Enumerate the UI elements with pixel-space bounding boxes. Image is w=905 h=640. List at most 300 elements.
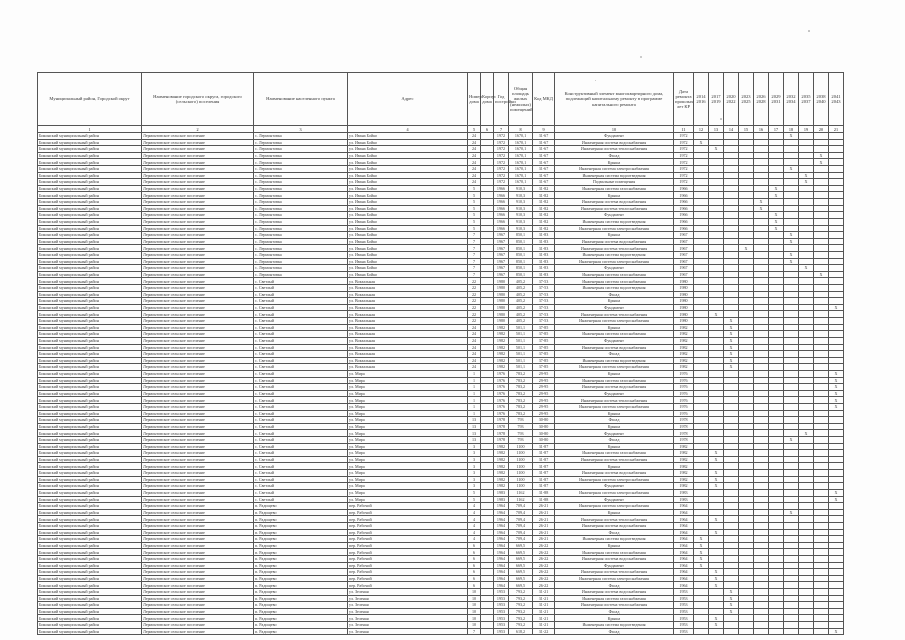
table-row: [38, 529, 844, 536]
area-cell: 793: [509, 430, 533, 437]
column-number: 6: [481, 126, 494, 133]
work-type-cell: Инженерная система теплоснабжения: [555, 456, 674, 463]
district-cell: Бикинский муниципальный район: [38, 470, 142, 477]
header-house-no: Номер дома: [468, 73, 481, 126]
house-number-cell: 1: [468, 397, 481, 404]
period-mark-cell: [769, 516, 784, 523]
period-mark-cell: [754, 489, 769, 496]
period-mark-cell: X: [829, 304, 844, 311]
period-mark-cell: [799, 245, 814, 252]
year-built-cell: 1967: [494, 265, 509, 272]
period-mark-cell: [769, 331, 784, 338]
period-mark-cell: [814, 179, 829, 186]
table-row: [38, 324, 844, 331]
period-mark-cell: [829, 463, 844, 470]
period-mark-cell: [694, 569, 709, 576]
house-number-cell: 1: [468, 390, 481, 397]
area-cell: 1670,1: [509, 152, 533, 159]
period-mark-cell: [769, 522, 784, 529]
building-cell: [481, 556, 494, 563]
period-mark-cell: [694, 311, 709, 318]
period-mark-cell: [739, 238, 754, 245]
period-mark-cell: [724, 205, 739, 212]
period-mark-cell: [694, 470, 709, 477]
period-mark-cell: [829, 608, 844, 615]
building-cell: [481, 331, 494, 338]
repair-date-cell: 1982: [674, 351, 694, 358]
period-mark-cell: [724, 423, 739, 430]
period-mark-cell: [754, 622, 769, 629]
repair-date-cell: 1964: [674, 509, 694, 516]
period-mark-cell: [709, 370, 724, 377]
district-cell: Бикинский муниципальный район: [38, 159, 142, 166]
period-mark-cell: [829, 536, 844, 543]
period-mark-cell: [754, 542, 769, 549]
area-cell: 850,1: [509, 238, 533, 245]
building-cell: [481, 562, 494, 569]
period-mark-cell: [709, 417, 724, 424]
period-mark-cell: [739, 146, 754, 153]
table-row: [38, 304, 844, 311]
period-mark-cell: X: [829, 628, 844, 635]
district-cell: Бикинский муниципальный район: [38, 403, 142, 410]
period-mark-cell: [799, 615, 814, 622]
period-mark-cell: [799, 364, 814, 371]
repair-date-cell: 1967: [674, 238, 694, 245]
address-cell: ул. Мира: [348, 410, 468, 417]
period-mark-cell: [709, 503, 724, 510]
period-mark-cell: [754, 450, 769, 457]
table-row: [38, 483, 844, 490]
period-mark-cell: X: [784, 258, 799, 265]
area-cell: 501,1: [509, 351, 533, 358]
table-row: [38, 476, 844, 483]
period-mark-cell: [739, 450, 754, 457]
work-type-cell: Крыша: [555, 443, 674, 450]
period-mark-cell: [739, 509, 754, 516]
repair-date-cell: 1978: [674, 417, 694, 424]
table-row: [38, 417, 844, 424]
table-row: [38, 437, 844, 444]
code-cell: 30-80: [533, 423, 555, 430]
house-number-cell: 4: [468, 536, 481, 543]
period-mark-cell: [814, 437, 829, 444]
district-cell: Бикинский муниципальный район: [38, 483, 142, 490]
period-mark-cell: [694, 324, 709, 331]
period-mark-cell: [694, 430, 709, 437]
header-period: 2020 2022: [724, 73, 739, 126]
table-row: [38, 450, 844, 457]
period-mark-cell: [814, 212, 829, 219]
period-mark-cell: [694, 516, 709, 523]
building-cell: [481, 608, 494, 615]
work-type-cell: Фасад: [555, 291, 674, 298]
work-type-cell: Фундамент: [555, 212, 674, 219]
code-cell: 31-83: [533, 271, 555, 278]
house-number-cell: 1: [468, 384, 481, 391]
settlement-cell: Лермонтовское сельское поселение: [142, 159, 254, 166]
period-mark-cell: [709, 443, 724, 450]
year-built-cell: 1982: [494, 483, 509, 490]
house-number-cell: 1: [468, 377, 481, 384]
period-mark-cell: [814, 476, 829, 483]
period-mark-cell: [709, 397, 724, 404]
table-row: [38, 509, 844, 516]
period-mark-cell: [784, 331, 799, 338]
period-mark-cell: [829, 569, 844, 576]
period-mark-cell: [739, 331, 754, 338]
settlement-cell: Лермонтовское сельское поселение: [142, 199, 254, 206]
address-cell: ул. Вокзальная: [348, 291, 468, 298]
district-cell: Бикинский муниципальный район: [38, 582, 142, 589]
house-number-cell: 7: [468, 628, 481, 635]
period-mark-cell: [754, 225, 769, 232]
period-mark-cell: X: [709, 569, 724, 576]
building-cell: [481, 364, 494, 371]
repair-date-cell: 1966: [674, 212, 694, 219]
settlement-cell: Лермонтовское сельское поселение: [142, 430, 254, 437]
period-mark-cell: [784, 146, 799, 153]
period-mark-cell: [784, 205, 799, 212]
district-cell: Бикинский муниципальный район: [38, 232, 142, 239]
period-mark-cell: [709, 602, 724, 609]
period-mark-cell: [709, 271, 724, 278]
district-cell: Бикинский муниципальный район: [38, 172, 142, 179]
period-mark-cell: [814, 344, 829, 351]
column-number: 7: [494, 126, 509, 133]
period-mark-cell: [709, 238, 724, 245]
table-row: [38, 430, 844, 437]
code-cell: 31-67: [533, 159, 555, 166]
period-mark-cell: [799, 205, 814, 212]
district-cell: Бикинский муниципальный район: [38, 344, 142, 351]
period-mark-cell: [769, 470, 784, 477]
house-number-cell: 4: [468, 509, 481, 516]
work-type-cell: Фундамент: [555, 483, 674, 490]
period-mark-cell: [739, 430, 754, 437]
repair-date-cell: 1983: [674, 489, 694, 496]
table-row: [38, 456, 844, 463]
area-cell: 783,2: [509, 370, 533, 377]
settlement-cell: Лермонтовское сельское поселение: [142, 245, 254, 252]
area-cell: 850,1: [509, 258, 533, 265]
building-cell: [481, 212, 494, 219]
table-row: [38, 470, 844, 477]
period-mark-cell: [709, 172, 724, 179]
period-mark-cell: [724, 509, 739, 516]
period-mark-cell: [724, 218, 739, 225]
district-cell: Бикинский муниципальный район: [38, 146, 142, 153]
table-row: [38, 423, 844, 430]
code-cell: 31-82: [533, 192, 555, 199]
period-mark-cell: [814, 258, 829, 265]
district-cell: Бикинский муниципальный район: [38, 556, 142, 563]
locality-cell: с. Светлый: [254, 470, 348, 477]
code-cell: 31-67: [533, 139, 555, 146]
code-cell: 31-82: [533, 205, 555, 212]
district-cell: Бикинский муниципальный район: [38, 595, 142, 602]
settlement-cell: Лермонтовское сельское поселение: [142, 456, 254, 463]
header-period: 2038 2040: [814, 73, 829, 126]
area-cell: 405,2: [509, 298, 533, 305]
period-mark-cell: [754, 291, 769, 298]
settlement-cell: Лермонтовское сельское поселение: [142, 212, 254, 219]
period-mark-cell: [769, 311, 784, 318]
repair-date-cell: 1976: [674, 410, 694, 417]
period-mark-cell: [754, 430, 769, 437]
area-cell: 850,1: [509, 251, 533, 258]
period-mark-cell: [739, 185, 754, 192]
period-mark-cell: X: [814, 159, 829, 166]
period-mark-cell: [724, 456, 739, 463]
period-mark-cell: [814, 456, 829, 463]
settlement-cell: Лермонтовское сельское поселение: [142, 410, 254, 417]
period-mark-cell: [754, 324, 769, 331]
house-number-cell: 1: [468, 410, 481, 417]
locality-cell: с. Светлый: [254, 456, 348, 463]
period-mark-cell: [829, 364, 844, 371]
repair-date-cell: 1953: [674, 602, 694, 609]
area-cell: 669,5: [509, 549, 533, 556]
period-mark-cell: [709, 179, 724, 186]
district-cell: Бикинский муниципальный район: [38, 324, 142, 331]
locality-cell: п. Радищево: [254, 522, 348, 529]
year-built-cell: 1978: [494, 423, 509, 430]
repair-date-cell: 1964: [674, 549, 694, 556]
period-mark-cell: [754, 298, 769, 305]
locality-cell: с. Лермонтовка: [254, 146, 348, 153]
period-mark-cell: [814, 582, 829, 589]
work-type-cell: Инженерная система водоотведения: [555, 536, 674, 543]
district-cell: Бикинский муниципальный район: [38, 569, 142, 576]
period-mark-cell: [829, 443, 844, 450]
code-cell: 29-95: [533, 410, 555, 417]
period-mark-cell: [829, 529, 844, 536]
period-mark-cell: [739, 463, 754, 470]
address-cell: ул. Ивана Бойко: [348, 218, 468, 225]
table-row: [38, 575, 844, 582]
period-mark-cell: [694, 265, 709, 272]
year-built-cell: 1982: [494, 351, 509, 358]
district-cell: Бикинский муниципальный район: [38, 628, 142, 635]
settlement-cell: Лермонтовское сельское поселение: [142, 602, 254, 609]
building-cell: [481, 589, 494, 596]
house-number-cell: 24: [468, 152, 481, 159]
period-mark-cell: [739, 370, 754, 377]
building-cell: [481, 139, 494, 146]
period-mark-cell: [754, 245, 769, 252]
period-mark-cell: [754, 218, 769, 225]
period-mark-cell: [769, 357, 784, 364]
area-cell: 910,3: [509, 185, 533, 192]
period-mark-cell: [769, 172, 784, 179]
period-mark-cell: [799, 238, 814, 245]
work-type-cell: Инженерная система водоотведения: [555, 218, 674, 225]
period-mark-cell: [784, 443, 799, 450]
area-cell: 793,2: [509, 602, 533, 609]
work-type-cell: Инженерная система водоотведения: [555, 357, 674, 364]
period-mark-cell: [769, 615, 784, 622]
year-built-cell: 1980: [494, 291, 509, 298]
code-cell: 37-53: [533, 278, 555, 285]
period-mark-cell: [829, 324, 844, 331]
district-cell: Бикинский муниципальный район: [38, 245, 142, 252]
work-type-cell: Инженерная система газоснабжения: [555, 450, 674, 457]
table-row: [38, 397, 844, 404]
header-area: Общая площадь жилых (нежилых) помещений: [509, 73, 533, 126]
repair-date-cell: 1966: [674, 205, 694, 212]
table-row: [38, 278, 844, 285]
year-built-cell: 1978: [494, 430, 509, 437]
area-cell: 793: [509, 423, 533, 430]
period-mark-cell: [754, 608, 769, 615]
period-mark-cell: [739, 556, 754, 563]
building-cell: [481, 410, 494, 417]
settlement-cell: Лермонтовское сельское поселение: [142, 337, 254, 344]
period-mark-cell: [694, 377, 709, 384]
period-mark-cell: [784, 615, 799, 622]
code-cell: 37-85: [533, 331, 555, 338]
work-type-cell: Инженерная система теплоснабжения: [555, 569, 674, 576]
period-mark-cell: [799, 159, 814, 166]
district-cell: Бикинский муниципальный район: [38, 331, 142, 338]
district-cell: Бикинский муниципальный район: [38, 179, 142, 186]
period-mark-cell: [829, 192, 844, 199]
period-mark-cell: [769, 159, 784, 166]
repair-date-cell: 1982: [674, 337, 694, 344]
period-mark-cell: [814, 483, 829, 490]
period-mark-cell: [814, 615, 829, 622]
period-mark-cell: [739, 225, 754, 232]
code-cell: 31-22: [533, 628, 555, 635]
period-mark-cell: [814, 595, 829, 602]
period-mark-cell: [799, 496, 814, 503]
period-mark-cell: [784, 192, 799, 199]
period-mark-cell: X: [799, 430, 814, 437]
period-mark-cell: [769, 377, 784, 384]
code-cell: 37-53: [533, 285, 555, 292]
table-row: [38, 205, 844, 212]
period-mark-cell: [799, 225, 814, 232]
building-cell: [481, 569, 494, 576]
address-cell: ул. Мира: [348, 384, 468, 391]
period-mark-cell: [754, 139, 769, 146]
area-cell: 669,5: [509, 556, 533, 563]
address-cell: пер. Рабочий: [348, 556, 468, 563]
work-type-cell: Фасад: [555, 628, 674, 635]
period-mark-cell: X: [784, 509, 799, 516]
locality-cell: с. Светлый: [254, 364, 348, 371]
address-cell: ул. Ивана Бойко: [348, 238, 468, 245]
period-mark-cell: X: [694, 542, 709, 549]
period-mark-cell: [739, 218, 754, 225]
address-cell: пер. Рабочий: [348, 522, 468, 529]
period-mark-cell: [694, 285, 709, 292]
period-mark-cell: [799, 417, 814, 424]
period-mark-cell: [754, 509, 769, 516]
table-row: [38, 622, 844, 629]
period-mark-cell: [784, 470, 799, 477]
area-cell: 669,5: [509, 582, 533, 589]
period-mark-cell: [784, 357, 799, 364]
area-cell: 669,5: [509, 575, 533, 582]
locality-cell: с. Лермонтовка: [254, 212, 348, 219]
district-cell: Бикинский муниципальный район: [38, 410, 142, 417]
period-mark-cell: [784, 536, 799, 543]
period-mark-cell: [799, 410, 814, 417]
settlement-cell: Лермонтовское сельское поселение: [142, 238, 254, 245]
period-mark-cell: [694, 443, 709, 450]
table-row: [38, 549, 844, 556]
area-cell: 709,4: [509, 536, 533, 543]
area-cell: 850,1: [509, 232, 533, 239]
period-mark-cell: [814, 285, 829, 292]
period-mark-cell: [769, 483, 784, 490]
work-type-cell: Инженерная система теплоснабжения: [555, 146, 674, 153]
repair-date-cell: 1982: [674, 357, 694, 364]
code-cell: 37-53: [533, 318, 555, 325]
period-mark-cell: [799, 351, 814, 358]
code-cell: 29-95: [533, 377, 555, 384]
building-cell: [481, 304, 494, 311]
address-cell: ул. Мира: [348, 397, 468, 404]
district-cell: Бикинский муниципальный район: [38, 450, 142, 457]
table-row: [38, 159, 844, 166]
repair-date-cell: 1976: [674, 397, 694, 404]
locality-cell: с. Светлый: [254, 278, 348, 285]
settlement-cell: Лермонтовское сельское поселение: [142, 225, 254, 232]
period-mark-cell: [754, 575, 769, 582]
period-mark-cell: [784, 384, 799, 391]
period-mark-cell: [739, 384, 754, 391]
district-cell: Бикинский муниципальный район: [38, 615, 142, 622]
address-cell: ул. Ивана Бойко: [348, 185, 468, 192]
period-mark-cell: [754, 344, 769, 351]
work-type-cell: Фундамент: [555, 304, 674, 311]
district-cell: Бикинский муниципальный район: [38, 397, 142, 404]
period-mark-cell: [829, 589, 844, 596]
locality-cell: с. Светлый: [254, 344, 348, 351]
locality-cell: с. Светлый: [254, 430, 348, 437]
locality-cell: с. Светлый: [254, 357, 348, 364]
period-mark-cell: [739, 516, 754, 523]
period-mark-cell: [784, 549, 799, 556]
period-mark-cell: [784, 522, 799, 529]
period-mark-cell: [754, 278, 769, 285]
code-cell: 37-85: [533, 324, 555, 331]
district-cell: Бикинский муниципальный район: [38, 536, 142, 543]
work-type-cell: Инженерная система электроснабжения: [555, 318, 674, 325]
period-mark-cell: X: [829, 489, 844, 496]
period-mark-cell: X: [724, 324, 739, 331]
period-mark-cell: [799, 522, 814, 529]
work-type-cell: Крыша: [555, 192, 674, 199]
repair-date-cell: 1967: [674, 251, 694, 258]
table-row: [38, 185, 844, 192]
work-type-cell: Инженерная система водоснабжения: [555, 344, 674, 351]
period-mark-cell: [769, 344, 784, 351]
building-cell: [481, 344, 494, 351]
address-cell: ул. Ивана Бойко: [348, 146, 468, 153]
scan-speck: [720, 118, 722, 120]
table-row: [38, 298, 844, 305]
table-row: [38, 628, 844, 635]
period-mark-cell: [739, 397, 754, 404]
period-mark-cell: [769, 152, 784, 159]
repair-date-cell: 1978: [674, 437, 694, 444]
address-cell: ул. Ивана Бойко: [348, 258, 468, 265]
repair-date-cell: 1967: [674, 245, 694, 252]
